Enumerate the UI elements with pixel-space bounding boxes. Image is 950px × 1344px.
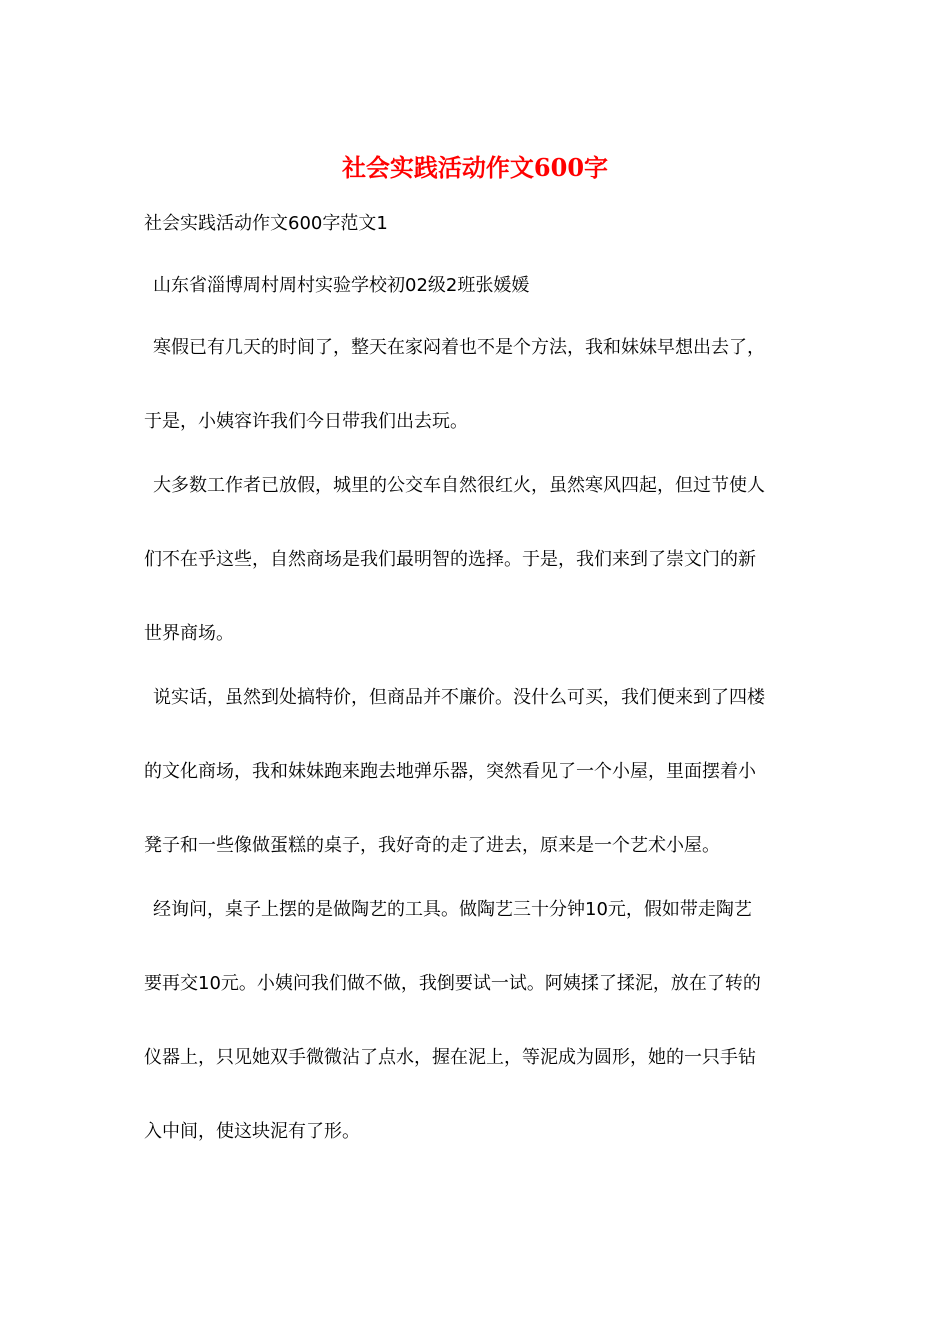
paragraph-line: 说实话，虽然到处搞特价，但商品并不廉价。没什么可买，我们便来到了四楼 <box>153 687 765 708</box>
paragraph-line: 的文化商场，我和妹妹跑来跑去地弹乐器，突然看见了一个小屋，里面摆着小 <box>144 761 756 782</box>
paragraph-line: 经询问，桌子上摆的是做陶艺的工具。做陶艺三十分钟10元，假如带走陶艺 <box>153 899 752 920</box>
paragraph-line: 们不在乎这些，自然商场是我们最明智的选择。于是，我们来到了崇文门的新 <box>144 549 756 570</box>
essay-subtitle: 社会实践活动作文600字范文1 <box>144 213 388 234</box>
paragraph-line: 入中间，使这块泥有了形。 <box>144 1121 360 1142</box>
paragraph-line: 大多数工作者已放假，城里的公交车自然很红火，虽然寒风四起，但过节使人 <box>153 475 765 496</box>
paragraph-line: 寒假已有几天的时间了，整天在家闷着也不是个方法，我和妹妹早想出去了， <box>153 337 765 358</box>
author-line: 山东省淄博周村周村实验学校初02级2班张媛媛 <box>153 275 530 296</box>
paragraph-line: 于是，小姨容许我们今日带我们出去玩。 <box>144 411 468 432</box>
document-title: 社会实践活动作文600字 <box>341 153 609 182</box>
paragraph-line: 要再交10元。小姨问我们做不做，我倒要试一试。阿姨揉了揉泥，放在了转的 <box>144 973 761 994</box>
paragraph-line: 仪器上，只见她双手微微沾了点水，握在泥上，等泥成为圆形，她的一只手钻 <box>144 1047 756 1068</box>
paragraph-line: 世界商场。 <box>144 623 234 644</box>
paragraph-line: 凳子和一些像做蛋糕的桌子，我好奇的走了进去，原来是一个艺术小屋。 <box>144 835 720 856</box>
